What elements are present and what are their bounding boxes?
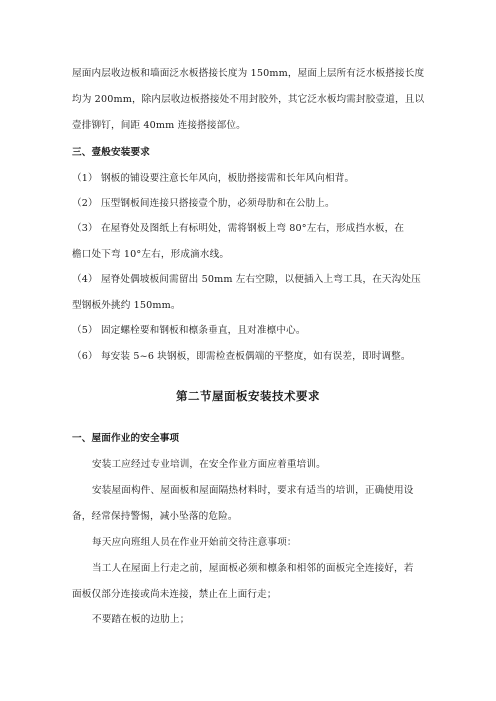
list-item-3-line-2: 檐口处下弯 10°左右，形成滴水线。 — [72, 249, 230, 260]
intro-line-2: 均为 200mm，除内层收边板搭接处不用封胶外，其它泛水板均需封胶壹道，且以 — [72, 94, 425, 105]
paragraph-2-line-2: 备，经常保持警惕，减小坠落的危险。 — [72, 511, 238, 522]
paragraph-1: 安装工应经过专业培训，在安全作业方面应着重培训。 — [92, 459, 326, 470]
list-item-6: （6） 每安装 5~6 块钢板，即需检查板偶端的平整度，如有误差，即时调整。 — [72, 351, 411, 362]
section-title: 第二节屋面板安装技术要求 — [176, 389, 320, 403]
subsection-heading-safety: 一、屋面作业的安全事项 — [72, 433, 180, 444]
paragraph-5: 不要踏在板的边肋上； — [92, 614, 190, 625]
intro-line-3: 壹排铆钉，间距 40mm 连接搭接部位。 — [72, 120, 246, 131]
list-item-4-line-1: （4） 屋脊处偶坡板间需留出 50mm 左右空隙，以便插入上弯工具，在天沟处压 — [72, 274, 421, 285]
paragraph-3: 每天应向班组人员在作业开始前交待注意事项： — [92, 537, 297, 548]
list-item-5: （5） 固定螺栓要和钢板和檩条垂直，且对准檩中心。 — [72, 325, 306, 336]
paragraph-4-line-1: 当工人在屋面上行走之前，屋面板必须和檩条和相邻的面板完全连接好，若 — [92, 563, 414, 574]
section-heading-general-requirements: 三、壹般安装要求 — [72, 147, 150, 158]
intro-line-1: 屋面内层收边板和墙面泛水板搭接长度为 150mm，屋面上层所有泛水板搭接长度 — [72, 68, 425, 79]
list-item-3-line-1: （3） 在屋脊处及图纸上有标明处，需将钢板上弯 80°左右，形成挡水板，在 — [72, 223, 405, 234]
paragraph-2-line-1: 安装屋面构件、屋面板和屋面隔热材料时，要求有适当的培训，正确使用设 — [92, 485, 414, 496]
list-item-2: （2） 压型钢板间连接只搭接壹个肋，必须母肋和在公肋上。 — [72, 198, 335, 209]
paragraph-4-line-2: 面板仅部分连接或尚未连接，禁止在上面行走； — [72, 589, 277, 600]
list-item-4-line-2: 型钢板外挑约 150mm。 — [72, 300, 181, 311]
list-item-1: （1） 钢板的铺设要注意长年风向，板肋搭接需和长年风向相背。 — [72, 173, 355, 184]
